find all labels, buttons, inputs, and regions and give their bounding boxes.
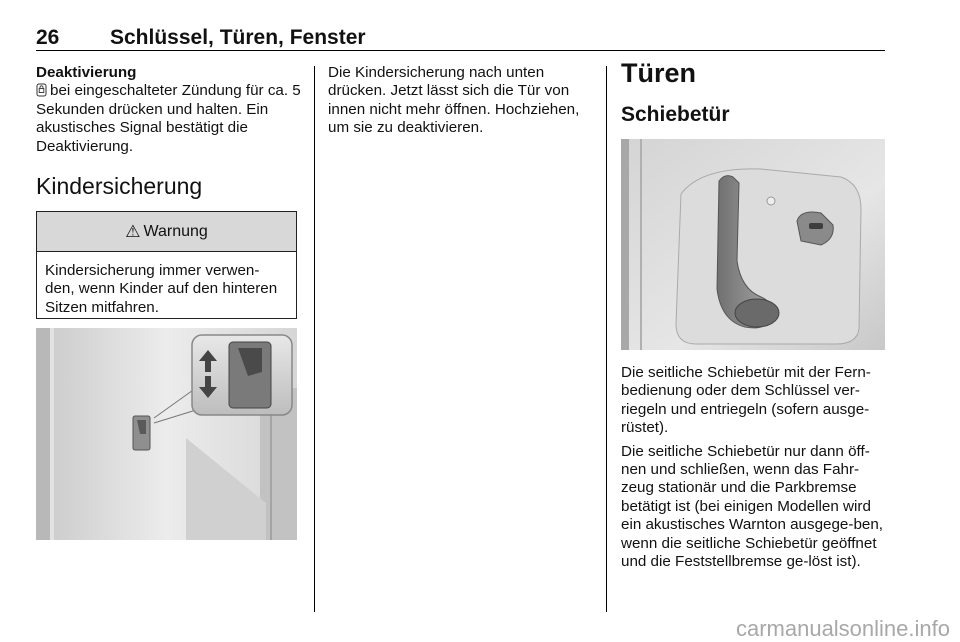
column-divider bbox=[606, 66, 607, 612]
page-title: Schlüssel, Türen, Fenster bbox=[110, 26, 366, 49]
warning-triangle-icon: ⚠ bbox=[125, 221, 141, 241]
deactivation-heading: Deaktivierung bbox=[36, 64, 137, 81]
sliding-door-image bbox=[621, 139, 885, 350]
column-2 bbox=[328, 64, 598, 138]
warning-box bbox=[36, 211, 297, 319]
section-heading-kindersicherung: Kindersicherung bbox=[36, 173, 203, 199]
deactivation-text: bei eingeschalteter Zündung für ca. 5 Sekunden drücken und halten. Ein akustisches Signal bestätigt die Deaktivierung. bbox=[36, 82, 301, 155]
deactivation-paragraph bbox=[36, 82, 302, 156]
child-lock-image bbox=[36, 328, 297, 540]
warning-title: Warnung bbox=[143, 222, 208, 240]
header-divider bbox=[36, 50, 885, 51]
warning-header bbox=[37, 212, 296, 252]
subheading-schiebetuer: Schiebetür bbox=[621, 103, 730, 126]
heading-tueren: Türen bbox=[621, 58, 697, 88]
column-1 bbox=[36, 64, 302, 156]
warning-text: Kindersicherung immer verwen-den, wenn Kinder auf den hinteren Sitzen mitfahren. bbox=[45, 262, 278, 316]
child-lock-instructions: Die Kindersicherung nach unten drücken. Jetzt lässt sich die Tür von innen nicht mehr öffnen. Hochziehen, um sie zu deaktivieren. bbox=[328, 64, 580, 137]
column-divider bbox=[314, 66, 315, 612]
lock-button-icon bbox=[36, 83, 47, 97]
page-number: 26 bbox=[36, 26, 60, 49]
sliding-door-paragraph-2: Die seitliche Schiebetür nur dann öff-nen und schließen, wenn das Fahr-zeug stationär und die Parkbremse betätigt ist (bei einigen Modellen wird ein akustisches Warnton ausgege-ben, wenn die seitliche Schiebetür geöffnet und die Feststellbremse ge-löst ist). bbox=[621, 442, 883, 571]
column-3-text bbox=[621, 364, 887, 571]
watermark: carmanualsonline.info bbox=[735, 616, 950, 641]
sliding-door-paragraph-1: Die seitliche Schiebetür mit der Fern-bedienung oder dem Schlüssel ver-riegeln und entriegeln (sofern ausge-rüstet). bbox=[621, 364, 871, 437]
